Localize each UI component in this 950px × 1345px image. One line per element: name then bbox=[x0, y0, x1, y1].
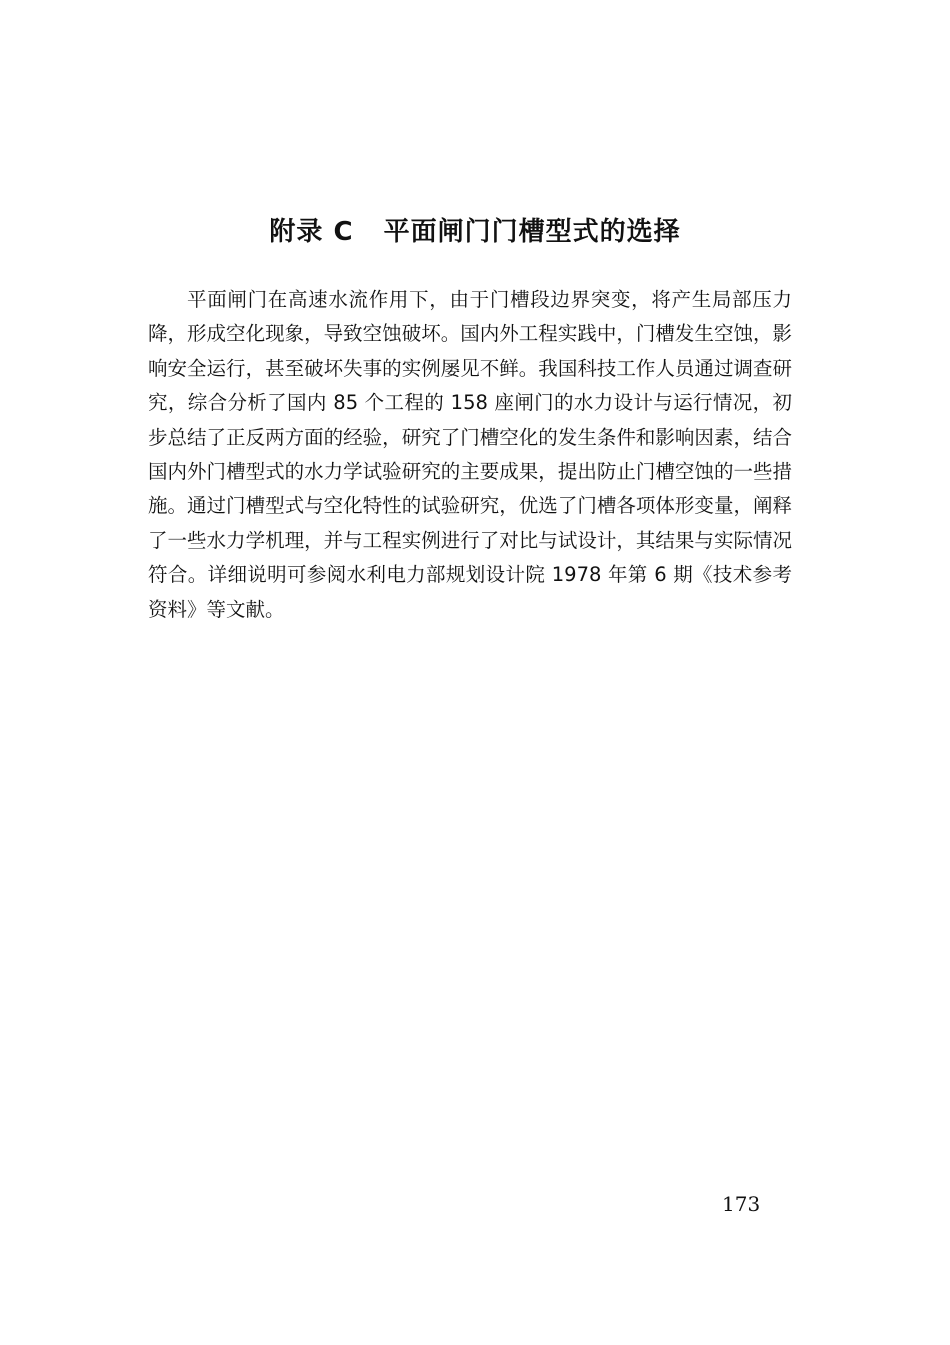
page-number: 173 bbox=[722, 1192, 761, 1216]
appendix-label: 附录 C bbox=[269, 217, 354, 248]
appendix-heading bbox=[0, 211, 950, 248]
body-paragraph: 平面闸门在高速水流作用下，由于门槽段边界突变，将产生局部压力降，形成空化现象，导致空蚀破坏。国内外工程实践中，门槽发生空蚀，影响安全运行，甚至破坏失事的实例屡见不鲜。我国科技工作人员通过调查研究，综合分析了国内 85 个工程的 158 座闸门的水力设计与运行情况，初步总结了正反两方面的经验，研究了门槽空化的发生条件和影响因素，结合国内外门槽型式的水力学试验研究的主要成果，提出防止门槽空蚀的一些措施。通过门槽型式与空化特性的试验研究，优选了门槽各项体形变量，阐释了一些水力学机理，并与工程实例进行了对比与试设计，其结果与实际情况符合。详细说明可参阅水利电力部规划设计院 1978 年第 6 期《技术参考资料》等文献。 bbox=[148, 288, 792, 621]
appendix-title: 平面闸门门槽型式的选择 bbox=[383, 217, 681, 248]
